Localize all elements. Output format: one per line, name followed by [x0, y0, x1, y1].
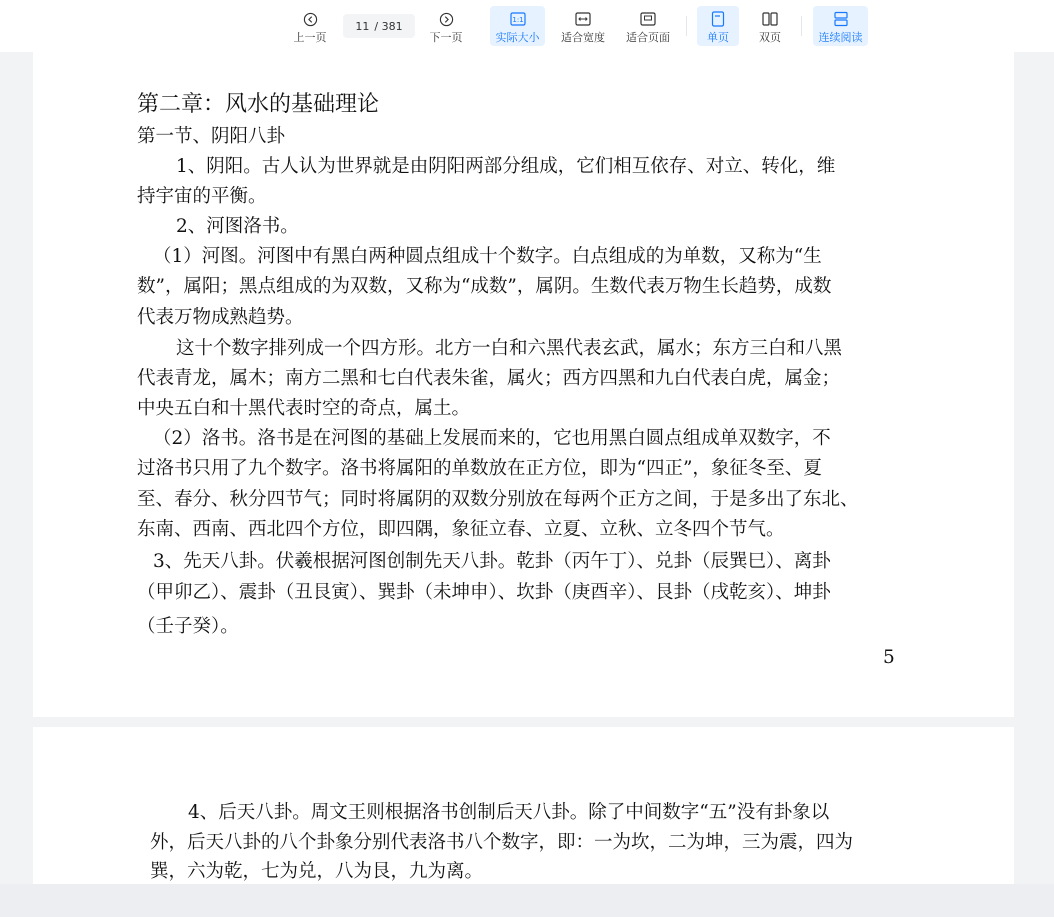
actual-size-button[interactable]: [490, 6, 545, 46]
total-pages: / 381: [374, 19, 403, 33]
chevron-left-circle-icon: [303, 11, 318, 27]
paragraph-line: （2）洛书。洛书是在河图的基础上发展而来的，它也用黑白圆点组成单双数字，不: [153, 428, 831, 449]
svg-text:1:1: 1:1: [511, 16, 524, 24]
fit-width-label: 适合宽度: [561, 31, 605, 44]
paragraph-line: 3、先天八卦。伏羲根据河图创制先天八卦。乾卦（丙午丁）、兑卦（辰巽巳）、离卦: [153, 551, 831, 572]
paragraph-line: 中央五白和十黑代表时空的奇点，属土。: [137, 398, 471, 419]
actual-size-icon: [510, 11, 526, 27]
fit-width-button[interactable]: [557, 6, 609, 46]
paragraph-line: 至、春分、秋分四节气；同时将属阴的双数分别放在每两个正方之间，于是多出了东北、: [137, 489, 859, 510]
paragraph-line: 持宇宙的平衡。: [137, 186, 267, 207]
paragraph-line: （壬子癸）。: [137, 616, 239, 637]
page-number-input[interactable]: [343, 14, 415, 38]
page-number: 5: [883, 647, 895, 668]
double-page-label: 双页: [759, 31, 781, 44]
fit-page-label: 适合页面: [626, 31, 670, 44]
next-page-label: 下一页: [429, 31, 463, 44]
single-page-icon: [711, 11, 725, 27]
continuous-reading-label: 连续阅读: [818, 31, 863, 44]
double-page-icon: [762, 11, 778, 27]
double-page-button[interactable]: [750, 6, 790, 46]
toolbar-divider: [801, 16, 802, 36]
current-page: 11: [355, 19, 370, 33]
section-heading: 第一节、阴阳八卦: [137, 126, 286, 147]
bottom-bar: [0, 884, 1054, 917]
document-page: [33, 52, 1014, 717]
paragraph-line: 代表青龙，属木；南方二黑和七白代表朱雀，属火；西方四黑和九白代表白虎，属金；: [137, 368, 841, 389]
prev-page-button[interactable]: [288, 6, 332, 46]
continuous-reading-button[interactable]: [813, 6, 868, 46]
actual-size-label: 实际大小: [495, 31, 540, 44]
paragraph-line: 1、阴阳。古人认为世界就是由阴阳两部分组成，它们相互依存、对立、转化，维: [176, 156, 836, 177]
paragraph-line: （1）河图。河图中有黑白两种圆点组成十个数字。白点组成的为单数，又称为“生: [153, 246, 822, 267]
next-page-button[interactable]: [424, 6, 468, 46]
paragraph-line: 4、后天八卦。周文王则根据洛书创制后天八卦。除了中间数字“五”没有卦象以: [188, 802, 830, 823]
paragraph-line: 过洛书只用了九个数字。洛书将属阳的单数放在正方位，即为“四正”，象征冬至、夏: [137, 458, 822, 479]
continuous-reading-icon: [833, 11, 849, 27]
paragraph-line: 巽，六为乾，七为兑，八为艮，九为离。: [150, 861, 484, 882]
document-page: [33, 727, 1014, 887]
prev-page-label: 上一页: [293, 31, 327, 44]
paragraph-line: 东南、西南、西北四个方位，即四隅，象征立春、立夏、立秋、立冬四个节气。: [137, 519, 785, 540]
toolbar-divider: [686, 16, 687, 36]
toolbar: [0, 0, 1054, 52]
paragraph-line: 这十个数字排列成一个四方形。北方一白和六黑代表玄武，属水；东方三白和八黑: [176, 338, 843, 359]
paragraph-line: 2、河图洛书。: [176, 216, 299, 237]
fit-page-icon: [640, 11, 656, 27]
fit-width-icon: [575, 11, 591, 27]
chevron-right-circle-icon: [439, 11, 454, 27]
paragraph-line: 外，后天八卦的八个卦象分别代表洛书八个数字，即：一为坎，二为坤，三为震，四为: [150, 832, 854, 853]
single-page-label: 单页: [707, 31, 729, 44]
chapter-title: 第二章：风水的基础理论: [137, 92, 380, 117]
paragraph-line: （甲卯乙）、震卦（丑艮寅）、巽卦（未坤申）、坎卦（庚酉辛）、艮卦（戌乾亥）、坤卦: [137, 582, 831, 603]
paragraph-line: 数”，属阳；黑点组成的为双数，又称为“成数”，属阴。生数代表万物生长趋势，成数: [137, 276, 832, 297]
single-page-button[interactable]: [697, 6, 739, 46]
fit-page-button[interactable]: [622, 6, 674, 46]
paragraph-line: 代表万物成熟趋势。: [137, 307, 304, 328]
